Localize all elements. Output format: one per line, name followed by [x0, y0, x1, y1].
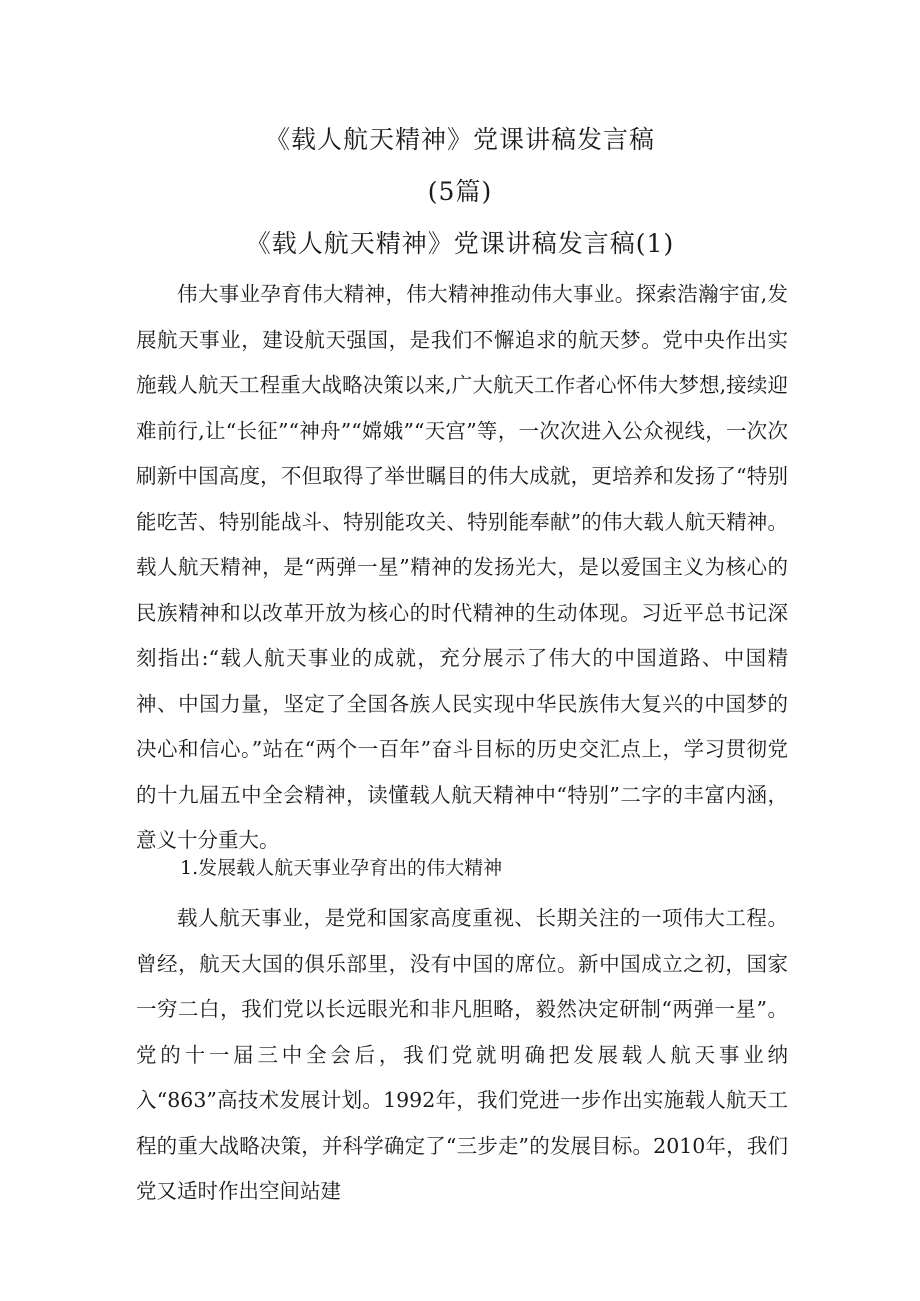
- document-title: 《载人航天精神》党课讲稿发言稿: [264, 125, 655, 154]
- section-heading: 1.发展载人航天事业孕育出的伟大精神: [180, 857, 503, 879]
- document-title-count: (5篇): [427, 177, 493, 206]
- document-subtitle: 《载人航天精神》党课讲稿发言稿(1): [245, 229, 675, 258]
- section-paragraph: 载人航天事业，是党和国家高度重视、长期关注的一项伟大工程。曾经，航天大国的俱乐部里，没有中国的席位。新中国成立之初，国家一穷二白，我们党以长远眼光和非凡胆略，毅然决定研制“两弹一星”。党的十一届三中全会后，我们党就明确把发展载人航天事业纳入“863”高技术发展计划。1992年，我们党进一步作出实施载人航天工程的重大战略决策，并科学确定了“三步走”的发展目标。2010年，我们党又适时作出空间站建: [136, 906, 788, 1203]
- body-paragraph: 伟大事业孕育伟大精神，伟大精神推动伟大事业。探索浩瀚宇宙,发展航天事业，建设航天强国，是我们不懈追求的航天梦。党中央作出实施载人航天工程重大战略决策以来,广大航天工作者心怀伟大梦想,接续迎难前行,让“长征”“神舟”“嫦娥”“天宫”等，一次次进入公众视线，一次次刷新中国高度，不但取得了举世瞩目的伟大成就，更培养和发扬了“特别能吃苦、特别能战斗、特别能攻关、特别能奉献”的伟大载人航天精神。载人航天精神，是“两弹一星”精神的发扬光大，是以爱国主义为核心的民族精神和以改革开放为核心的时代精神的生动体现。习近平总书记深刻指出:“载人航天事业的成就，充分展示了伟大的中国道路、中国精神、中国力量，坚定了全国各族人民实现中华民族伟大复兴的中国梦的决心和信心。”站在“两个一百年”奋斗目标的历史交汇点上，学习贯彻党的十九届五中全会精神，读懂载人航天精神中“特别”二字的丰富内涵，意义十分重大。: [136, 282, 788, 852]
